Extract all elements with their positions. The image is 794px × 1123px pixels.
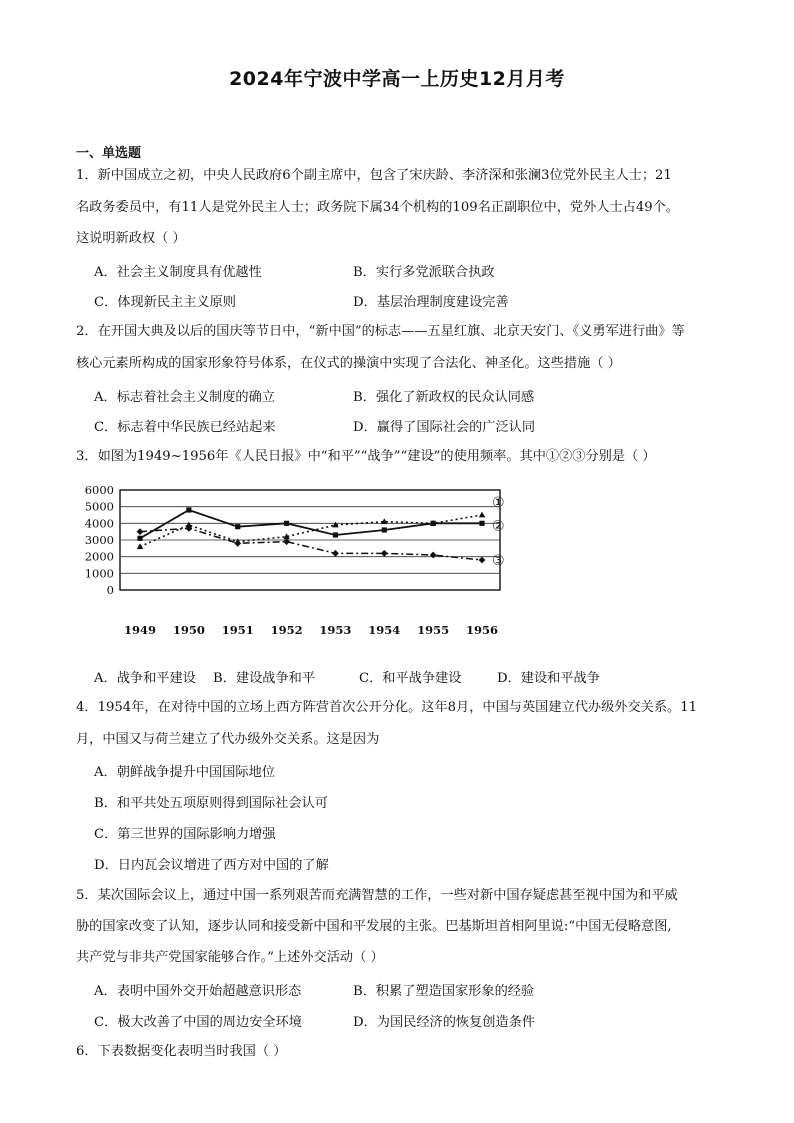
section-heading: 一、单选题 bbox=[76, 146, 142, 161]
data-point bbox=[137, 528, 144, 535]
y-tick-label: 1000 bbox=[84, 566, 114, 581]
x-tick-label: 1954 bbox=[368, 623, 401, 637]
data-point bbox=[430, 552, 437, 559]
data-point bbox=[382, 527, 387, 532]
question-5-line-1: 5．某次国际会议上，通过中国一系列艰苦而充满智慧的工作，一些对新中国存疑虑甚至视中国为和平威 bbox=[76, 888, 678, 903]
series-line-1 bbox=[140, 515, 482, 547]
data-point bbox=[333, 532, 338, 537]
question-5-option-c[interactable]: C．极大改善了中国的周边安全环境 bbox=[94, 1015, 302, 1030]
question-4-option-a[interactable]: A．朝鲜战争提升中国国际地位 bbox=[94, 765, 275, 780]
question-4-line-1: 4．1954年，在对待中国的立场上西方阵营首次公开分化。这年8月，中国与英国建立代办级外交关系。11 bbox=[76, 700, 697, 715]
series-label-1: ① bbox=[492, 495, 505, 511]
data-point bbox=[137, 536, 142, 541]
data-point bbox=[431, 521, 436, 526]
question-1-option-c[interactable]: C．体现新民主主义原则 bbox=[94, 295, 236, 310]
y-tick-label: 3000 bbox=[84, 533, 114, 547]
question-1-line-1: 1．新中国成立之初，中央人民政府6个副主席中，包含了宋庆龄、李济深和张澜3位党外民主人士；21 bbox=[76, 168, 672, 183]
question-2-option-d[interactable]: D．赢得了国际社会的广泛认同 bbox=[353, 420, 536, 435]
page-title: 2024年宁波中学高一上历史12月月考 bbox=[229, 68, 565, 90]
chart-svg bbox=[76, 478, 506, 660]
question-3-line-1: 3．如图为1949~1956年《人民日报》中“和平”“战争”“建设”的使用频率。其中①②③分别是（ ） bbox=[76, 449, 656, 464]
question-2-option-c[interactable]: C．标志着中华民族已经站起来 bbox=[94, 420, 276, 435]
question-3-option-d[interactable]: D．建设和平战争 bbox=[497, 671, 600, 686]
data-point bbox=[137, 543, 143, 549]
x-tick-label: 1956 bbox=[465, 623, 499, 637]
question-4-option-d[interactable]: D．日内瓦会议增进了西方对中国的了解 bbox=[94, 858, 329, 873]
question-2-option-a[interactable]: A．标志着社会主义制度的确立 bbox=[94, 390, 275, 405]
y-tick-label: 5000 bbox=[84, 499, 114, 514]
question-2-option-b[interactable]: B．强化了新政权的民众认同感 bbox=[353, 390, 535, 405]
data-point bbox=[283, 538, 290, 545]
question-3-option-c[interactable]: C．和平战争建设 bbox=[359, 671, 462, 686]
question-1-option-d[interactable]: D．基层治理制度建设完善 bbox=[353, 295, 509, 310]
x-tick-label: 1953 bbox=[319, 623, 352, 637]
series-label-2: ② bbox=[492, 518, 505, 535]
series-label-3: ③ bbox=[492, 553, 505, 569]
y-tick-label: 4000 bbox=[84, 516, 114, 531]
x-tick-label: 1951 bbox=[221, 623, 254, 637]
question-2-line-1: 2．在开国大典及以后的国庆等节日中，“新中国”的标志——五星红旗、北京天安门、《义勇军进行曲》等 bbox=[76, 324, 685, 339]
y-tick-label: 6000 bbox=[84, 483, 114, 497]
question-5-line-2: 胁的国家改变了认知，逐步认同和接受新中国和平发展的主张。巴基斯坦首相阿里说:“中国无侵略意图, bbox=[76, 919, 672, 934]
question-5-option-b[interactable]: B．积累了塑造国家形象的经验 bbox=[353, 984, 535, 999]
question-1-option-b[interactable]: B．实行多党派联合执政 bbox=[353, 265, 495, 280]
question-4-line-2: 月，中国又与荷兰建立了代办级外交关系。这是因为 bbox=[76, 732, 380, 747]
data-point bbox=[381, 550, 388, 557]
question-1-line-2: 名政务委员中，有11人是党外民主人士；政务院下属34个机构的109名正副职位中，党外人士占49个。 bbox=[76, 200, 680, 215]
x-tick-label: 1952 bbox=[270, 623, 303, 637]
question-2-line-2: 核心元素所构成的国家形象符号体系，在仪式的操演中实现了合法化、神圣化。这些措施（ ） bbox=[76, 356, 621, 371]
data-point bbox=[284, 521, 289, 526]
frequency-line-chart bbox=[76, 478, 506, 660]
data-point bbox=[186, 507, 191, 512]
x-tick-label: 1955 bbox=[417, 623, 450, 637]
y-tick-label: 0 bbox=[106, 583, 114, 597]
data-point bbox=[479, 521, 484, 526]
question-4-option-c[interactable]: C．第三世界的国际影响力增强 bbox=[94, 827, 276, 842]
question-5-option-d[interactable]: D．为国民经济的恢复创造条件 bbox=[353, 1015, 536, 1030]
question-6-line-1: 6．下表数据变化表明当时我国（ ） bbox=[76, 1044, 287, 1059]
question-5-line-3: 共产党与非共产党国家能够合作。”上述外交活动（ ） bbox=[76, 950, 384, 965]
question-1-line-3: 这说明新政权（ ） bbox=[76, 231, 186, 246]
question-3-option-a[interactable]: A．战争和平建设 bbox=[94, 671, 196, 686]
x-tick-label: 1950 bbox=[172, 623, 205, 637]
y-tick-label: 2000 bbox=[84, 549, 114, 564]
data-point bbox=[332, 550, 339, 557]
data-point bbox=[479, 512, 485, 518]
data-point bbox=[234, 540, 241, 547]
data-point bbox=[235, 524, 240, 529]
data-point bbox=[479, 557, 486, 564]
question-4-option-b[interactable]: B．和平共处五项原则得到国际社会认可 bbox=[94, 796, 328, 811]
question-3-option-b[interactable]: B．建设战争和平 bbox=[213, 671, 316, 686]
question-5-option-a[interactable]: A．表明中国外交开始超越意识形态 bbox=[94, 984, 302, 999]
x-tick-label: 1949 bbox=[123, 623, 157, 637]
question-1-option-a[interactable]: A．社会主义制度具有优越性 bbox=[94, 265, 262, 280]
